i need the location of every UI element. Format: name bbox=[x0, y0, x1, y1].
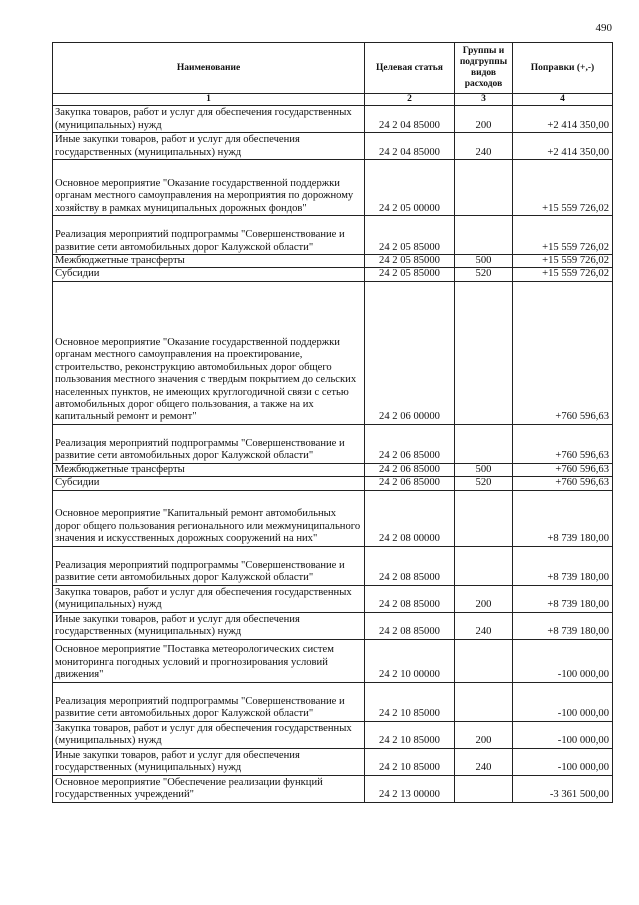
row-target-code: 24 2 08 85000 bbox=[365, 612, 455, 639]
table-row bbox=[53, 424, 613, 463]
row-amount: +760 596,63 bbox=[513, 424, 613, 463]
row-amount: +8 739 180,00 bbox=[513, 546, 613, 585]
row-amount: +15 559 726,02 bbox=[513, 268, 613, 281]
row-target-code: 24 2 08 85000 bbox=[365, 585, 455, 612]
row-target-code: 24 2 06 85000 bbox=[365, 463, 455, 476]
table-row bbox=[53, 268, 613, 281]
row-name: Реализация мероприятий подпрограммы "Совершенствование и развитие сети автомобильных дорог Калужской области" bbox=[53, 546, 365, 585]
table-row bbox=[53, 133, 613, 160]
row-target-code: 24 2 10 85000 bbox=[365, 748, 455, 775]
row-name: Основное мероприятие "Поставка метеорологических систем мониторинга погодных условий и прогнозирования условий движения" bbox=[53, 639, 365, 682]
row-name: Межбюджетные трансферты bbox=[53, 463, 365, 476]
row-expense-group bbox=[455, 424, 513, 463]
budget-amendments-table bbox=[52, 42, 613, 803]
row-expense-group bbox=[455, 639, 513, 682]
column-number: 3 bbox=[455, 94, 513, 106]
row-name: Иные закупки товаров, работ и услуг для обеспечения государственных (муниципальных) нужд bbox=[53, 133, 365, 160]
table-body bbox=[53, 106, 613, 803]
row-amount: +15 559 726,02 bbox=[513, 160, 613, 216]
column-number: 4 bbox=[513, 94, 613, 106]
row-name: Реализация мероприятий подпрограммы "Совершенствование и развитие сети автомобильных дорог Калужской области" bbox=[53, 682, 365, 721]
row-name: Основное мероприятие "Обеспечение реализации функций государственных учреждений" bbox=[53, 775, 365, 802]
row-expense-group: 500 bbox=[455, 255, 513, 268]
row-expense-group: 240 bbox=[455, 612, 513, 639]
table-row bbox=[53, 106, 613, 133]
row-target-code: 24 2 05 85000 bbox=[365, 268, 455, 281]
row-target-code: 24 2 10 85000 bbox=[365, 682, 455, 721]
table-row bbox=[53, 216, 613, 255]
row-expense-group: 200 bbox=[455, 585, 513, 612]
row-amount: +760 596,63 bbox=[513, 477, 613, 490]
row-target-code: 24 2 06 85000 bbox=[365, 477, 455, 490]
row-amount: -100 000,00 bbox=[513, 721, 613, 748]
row-target-code: 24 2 10 85000 bbox=[365, 721, 455, 748]
row-amount: -100 000,00 bbox=[513, 682, 613, 721]
row-expense-group: 200 bbox=[455, 106, 513, 133]
row-name: Основное мероприятие "Оказание государственной поддержки органам местного самоуправления на проектирование, строительство, реконструкцию автомобильных дорог общего пользования местного значения с твердым покрытием до сельских населенных пунктов, не имеющих круглогодичной связи с сетью автомобильных дорог общего пользования, а также на их капитальный ремонт и ремонт" bbox=[53, 281, 365, 424]
row-name: Иные закупки товаров, работ и услуг для обеспечения государственных (муниципальных) нужд bbox=[53, 748, 365, 775]
row-name: Закупка товаров, работ и услуг для обеспечения государственных (муниципальных) нужд bbox=[53, 585, 365, 612]
row-name: Закупка товаров, работ и услуг для обеспечения государственных (муниципальных) нужд bbox=[53, 721, 365, 748]
row-target-code: 24 2 05 85000 bbox=[365, 216, 455, 255]
header-expense-groups: Группы и подгруппы видов расходов bbox=[455, 43, 513, 94]
row-target-code: 24 2 05 85000 bbox=[365, 255, 455, 268]
row-expense-group bbox=[455, 775, 513, 802]
row-name: Межбюджетные трансферты bbox=[53, 255, 365, 268]
row-target-code: 24 2 04 85000 bbox=[365, 106, 455, 133]
table-row bbox=[53, 546, 613, 585]
table-row bbox=[53, 748, 613, 775]
row-name: Субсидии bbox=[53, 477, 365, 490]
table-row bbox=[53, 682, 613, 721]
column-number: 2 bbox=[365, 94, 455, 106]
row-expense-group: 200 bbox=[455, 721, 513, 748]
row-target-code: 24 2 08 00000 bbox=[365, 490, 455, 546]
table-row bbox=[53, 639, 613, 682]
row-target-code: 24 2 06 00000 bbox=[365, 281, 455, 424]
table-row bbox=[53, 585, 613, 612]
table-row bbox=[53, 775, 613, 802]
table-row bbox=[53, 490, 613, 546]
row-amount: +15 559 726,02 bbox=[513, 216, 613, 255]
row-target-code: 24 2 04 85000 bbox=[365, 133, 455, 160]
row-amount: +2 414 350,00 bbox=[513, 133, 613, 160]
row-name: Реализация мероприятий подпрограммы "Совершенствование и развитие сети автомобильных дорог Калужской области" bbox=[53, 216, 365, 255]
header-amendments: Поправки (+,-) bbox=[513, 43, 613, 94]
table-row bbox=[53, 255, 613, 268]
row-target-code: 24 2 08 85000 bbox=[365, 546, 455, 585]
row-target-code: 24 2 10 00000 bbox=[365, 639, 455, 682]
row-name: Закупка товаров, работ и услуг для обеспечения государственных (муниципальных) нужд bbox=[53, 106, 365, 133]
row-amount: -3 361 500,00 bbox=[513, 775, 613, 802]
table-row bbox=[53, 721, 613, 748]
row-amount: +760 596,63 bbox=[513, 463, 613, 476]
table-row bbox=[53, 281, 613, 424]
row-expense-group bbox=[455, 216, 513, 255]
table-row bbox=[53, 463, 613, 476]
table-row bbox=[53, 477, 613, 490]
row-amount: +15 559 726,02 bbox=[513, 255, 613, 268]
row-name: Основное мероприятие "Капитальный ремонт автомобильных дорог общего пользования регионального или межмуниципального значения и искусственных дорожных сооружений на них" bbox=[53, 490, 365, 546]
row-target-code: 24 2 13 00000 bbox=[365, 775, 455, 802]
row-expense-group: 500 bbox=[455, 463, 513, 476]
row-amount: -100 000,00 bbox=[513, 639, 613, 682]
row-expense-group: 240 bbox=[455, 748, 513, 775]
row-expense-group: 240 bbox=[455, 133, 513, 160]
row-amount: +8 739 180,00 bbox=[513, 612, 613, 639]
row-amount: +8 739 180,00 bbox=[513, 585, 613, 612]
row-expense-group: 520 bbox=[455, 268, 513, 281]
column-number: 1 bbox=[53, 94, 365, 106]
row-expense-group bbox=[455, 546, 513, 585]
row-target-code: 24 2 06 85000 bbox=[365, 424, 455, 463]
row-name: Субсидии bbox=[53, 268, 365, 281]
header-target-article: Целевая статья bbox=[365, 43, 455, 94]
row-amount: +760 596,63 bbox=[513, 281, 613, 424]
row-expense-group bbox=[455, 160, 513, 216]
row-expense-group: 520 bbox=[455, 477, 513, 490]
row-name: Иные закупки товаров, работ и услуг для обеспечения государственных (муниципальных) нужд bbox=[53, 612, 365, 639]
row-name: Реализация мероприятий подпрограммы "Совершенствование и развитие сети автомобильных дорог Калужской области" bbox=[53, 424, 365, 463]
row-amount: +8 739 180,00 bbox=[513, 490, 613, 546]
row-name: Основное мероприятие "Оказание государственной поддержки органам местного самоуправления на мероприятия по дорожному хозяйству в рамках муниципальных дорожных фондов" bbox=[53, 160, 365, 216]
row-expense-group bbox=[455, 281, 513, 424]
page-number: 490 bbox=[595, 22, 612, 34]
row-amount: -100 000,00 bbox=[513, 748, 613, 775]
table-row bbox=[53, 612, 613, 639]
row-expense-group bbox=[455, 682, 513, 721]
table-row bbox=[53, 160, 613, 216]
row-expense-group bbox=[455, 490, 513, 546]
header-name: Наименование bbox=[53, 43, 365, 94]
row-target-code: 24 2 05 00000 bbox=[365, 160, 455, 216]
row-amount: +2 414 350,00 bbox=[513, 106, 613, 133]
